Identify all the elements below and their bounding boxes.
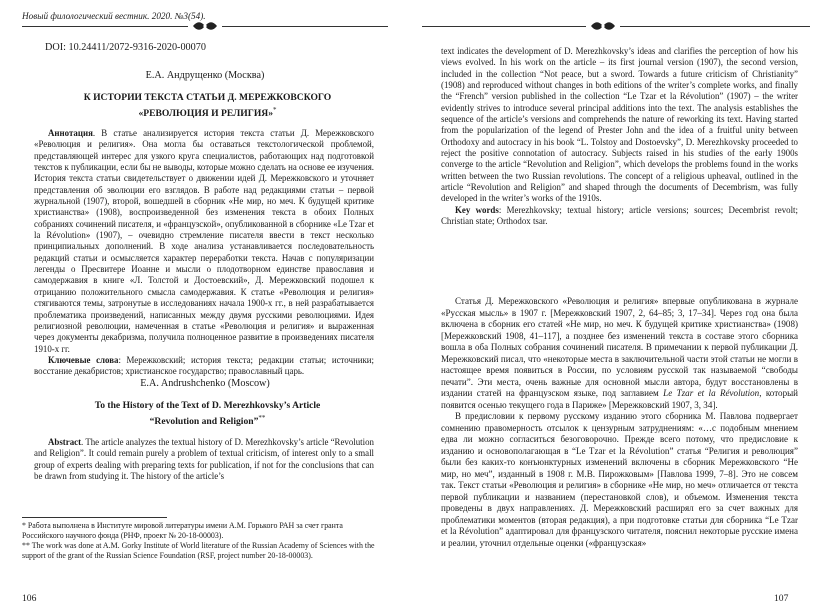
abstract-ru-text: . В статье анализируется история текста статьи Д. Мережковского «Революция и религия». Она могла бы оставаться текстологической проблемой, представляющей интерес для узкого круга специалистов, работающих над подготовкой текстов к публикации, если бы не выводы, которые можно сделать на основе ее изучения. История текста статьи свидетельствует о движении идей Д. Мережковского и уточняет представления об эволюции его взглядов. В работе над редакциями статьи – первой журнальной (1907), второй, вошедшей в сборник «Не мир, но меч. К будущей критике христианства» (1908), воспроизведенной без изменения текста в обоих Полных собраниях сочинений писателя, и «французской», опубликованной в сборнике «Le Tzar et la Révolution» (1907), – очевидно стремление писателя ввести в текст несколько принципиальных дополнений. В ходе анализа устанавливается последовательность редакций статьи и осмысляется характер переработки текста. Начав с популяризации легенды о Пресвитере Иоанне и мысли о плодотворном единстве православия и самодержавия в книге «Л. Толстой и Достоевский», Д. Мережковский подошел к отрицанию положительного смысла самодержавия. К статье «Революция и религия» стягиваются темы, затронутые в исследованиях начала 1900-х гг., в ней разрабатывается проблематика произведений, написанных между двумя русскими революциями. Идея религиозной революции, намеченная в статье «Революция и религия» и выраженная через документы декабризма, получила полноценное развитие в произведениях писателя 1910-х гг. bbox=[34, 128, 374, 354]
title-en-line-1: To the History of the Text of D. Merezhkovsky’s Article bbox=[94, 400, 321, 411]
keywords-ru-text: : Мережковский; история текста; редакции статьи; источники; восстание декабристов; христианское государство; православный царь. bbox=[34, 354, 374, 377]
page-number-right: 107 bbox=[774, 593, 789, 604]
keywords-en-label: Key words bbox=[455, 204, 499, 215]
fleuron-icon bbox=[590, 20, 616, 32]
header-ornament bbox=[0, 20, 410, 32]
para-1-a: Статья Д. Мережковского «Революция и религия» впервые опубликована в журнале «Русская мысль» в 1907 г. [Мережковский 1907, 2, 64–85; 3, 17–34]. Через год она была включена в сборник его статей «Не мир, но меч. К будущей критике христианства» (1908) [Мережковский 1908, 41–117], а позднее без изменений текста в составе этого сборника вошла в оба Полных собрания сочинений писателя. В примечании к первой публикации Д. Мережковский писал, что «некоторые места в заключительной части этой статьи не могли в настоящее время появиться в России, по условиям русской так называемой “свободы печати”. Эти места, очень важные для основной мысли автора, будут восстановлены в издании статей на французском языке, под заглавием bbox=[441, 296, 798, 398]
abstract-en-continued bbox=[441, 46, 798, 228]
title-en-line-2-text: “Revolution and Religion” bbox=[149, 416, 259, 428]
footnote-2: ** The work was done at A.M. Gorky Institute of World literature of the Russian Academy of Sciences with the support of the grant of the Russian Science Foundation (RSF, project number 20-18-00003). bbox=[22, 540, 375, 560]
footnote-marker: ** bbox=[258, 414, 266, 422]
running-head: Новый филологический вестник. 2020. №3(54). bbox=[22, 11, 206, 21]
body-paragraph-2: В предисловии к первому русскому изданию этого сборника М. Павлова подвергает сомнению правомерность отсылок к цензурным затруднениям: «…с подобным мнением едва ли можно согласиться безоговорочно. Прежде всего потому, что предисловие к изданию и основополагающая в “Le Tzar et la Révolution” статья “Религия и революция” были без каких-то конъюнктурных изменений включены в сборник Мережковского “Не мир, но меч”, изданный в 1908 г. М.В. Пирожковым» [Павлова 1999, 7–8]. Это не совсем так. Текст статьи «Революция и религия» в сборнике «Не мир, но меч» отличается от текста первой публикации и названием (перестановкой слов), и объемом. Изменения текста проведены в двух направлениях. Д. Мережковский расширял его за счет важных для проблематики моментов (вторая редакция), а при подготовке статьи для сборника “Le Tzar et la Révolution” адаптировал для французского читателя, пояснил некоторые русские имена и реалии, уточнил отдельные оценки («французская» bbox=[441, 411, 798, 548]
page-right bbox=[410, 0, 820, 609]
footnote-marker: * bbox=[273, 106, 277, 114]
main-body bbox=[441, 296, 798, 549]
para-1-italic: Le Tzar et la Révolution bbox=[663, 388, 760, 398]
footnotes bbox=[22, 521, 382, 561]
abstract-en-text: . The article analyzes the textual history of D. Merezhkovsky’s article “Revolution and Religion”. It could remain purely a problem of textual criticism, of interest only to a small group of experts dealing with preparing texts for publication, if not for the conclusions that can be drawn from studying it. The history of the article’s bbox=[34, 437, 374, 482]
abstract-ru bbox=[34, 128, 374, 378]
header-ornament bbox=[410, 20, 820, 32]
author-ru: Е.А. Андрущенко (Москва) bbox=[145, 70, 265, 81]
title-en-line-2 bbox=[40, 412, 375, 428]
body-paragraph-1 bbox=[441, 296, 798, 411]
title-ru-line-1: К ИСТОРИИ ТЕКСТА СТАТЬИ Д. МЕРЕЖКОВСКОГО bbox=[83, 92, 332, 103]
keywords-en-text: : Merezhkovsky; textual history; article versions; sources; Decembrist revolt; Christian state; Orthodox tsar. bbox=[441, 204, 798, 227]
page-number-left: 106 bbox=[22, 593, 37, 604]
title-ru-line-2-text: «РЕВОЛЮЦИЯ И РЕЛИГИЯ» bbox=[138, 108, 274, 120]
article-title-ru bbox=[40, 92, 375, 120]
title-ru-line-2 bbox=[40, 104, 375, 120]
keywords-ru-label: Ключевые слова bbox=[48, 354, 119, 365]
abstract-en-cont-text: text indicates the development of D. Merezhkovsky’s ideas and clarifies the perception of how his views evolved. In his work on the article – its first journal version (1907), the second version, included in the collection “Not peace, but a sword. Towards a future criticism of Christianity” (1908) and reproduced without changes in both editions of the writer’s complete works, and finally the “French” version published in the collection “Le Tzar et la Révolution” (1907) – the writer evidently strives to introduce several principal additions into the text. The analysis establishes the sequence of the article’s versions and comprehends the nature of reworking its text. Having started from the popularization of the legend of Prester John and the idea of a fruitful unity between Orthodoxy and autocracy in his book “L. Tolstoy and Dostoevsky”, D. Merezhkovsky proceeded to reject the positive connotation of autocracy. Subjects raised in his studies of the early 1900s converge to the article “Revolution and Religion”, which develops the problems found in the works written between the two Russian revolutions. The concept of a religious upheaval, outlined in the article “Revolution and Religion” and shaped through the documents of Decembrism, was fully developed in the writer’s works of the 1910s. bbox=[441, 46, 798, 204]
footnote-1: * Работа выполнена в Институте мировой литературы имени А.М. Горького РАН за счет гранта Российского научного фонда (РНФ, проект № 20-18-00003). bbox=[22, 521, 343, 540]
abstract-en-label: Abstract bbox=[48, 437, 82, 447]
article-title-en bbox=[40, 400, 375, 428]
doi: DOI: 10.24411/2072-9316-2020-00070 bbox=[45, 42, 206, 53]
abstract-en-start bbox=[34, 437, 374, 482]
abstract-ru-label: Аннотация bbox=[48, 128, 93, 138]
para-1-b: , который появится осенью текущего года в Париже» [Мережковский 1907, 3, 34]. bbox=[441, 388, 799, 410]
footnote-divider bbox=[22, 517, 167, 518]
fleuron-icon bbox=[192, 20, 218, 32]
author-en: E.A. Andrushchenko (Moscow) bbox=[140, 378, 270, 389]
